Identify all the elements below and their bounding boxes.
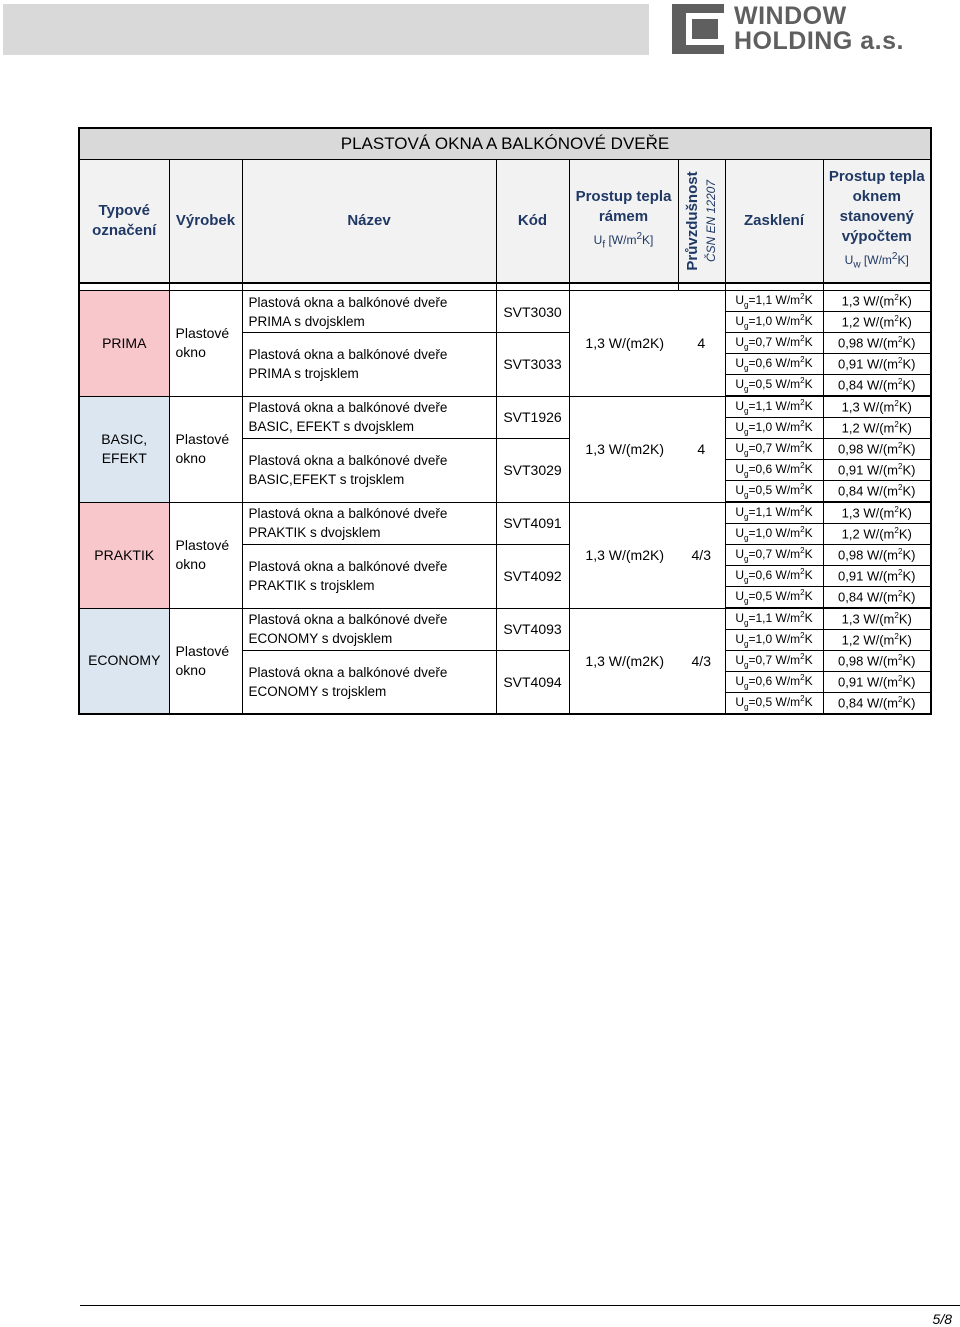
vyrobek-cell: Plastové okno	[169, 502, 242, 608]
typ-cell: ECONOMY	[79, 608, 169, 714]
zaskleni-cell: $U_g=1,0$ $W/m^2K$	[725, 524, 823, 545]
zaskleni-cell: $U_g=1,1$ $W/m^2K$	[725, 608, 823, 630]
nazev-cell	[242, 545, 496, 609]
page-number: 5/8	[932, 1311, 952, 1327]
nazev-cell	[242, 291, 496, 333]
nazev-line2: ECONOMY s dvojsklem	[248, 631, 393, 647]
prostup-oknem-cell: 0,98 $W/(m^2K)$	[823, 651, 931, 672]
company-logo	[672, 4, 942, 56]
col-prostup-oknem-label: Prostup tepla oknem stanovený výpočtem	[828, 167, 925, 245]
kod-cell: SVT4092	[496, 545, 569, 609]
table-row	[79, 502, 931, 524]
vyrobek-cell: Plastové okno	[169, 396, 242, 502]
prostup-oknem-cell: 1,3 $W/(m^2K)$	[823, 291, 931, 312]
table-row	[79, 608, 931, 630]
product-table-container	[78, 127, 932, 715]
zaskleni-cell: $U_g=0,5$ $W/m^2K$	[725, 693, 823, 715]
col-prostup-ramem	[569, 160, 678, 284]
table-row	[79, 396, 931, 418]
prostup-ramem-cell: 1,3 W/(m2K)	[569, 291, 678, 397]
kod-cell: SVT3029	[496, 439, 569, 503]
prostup-oknem-cell: 1,3 $W/(m^2K)$	[823, 396, 931, 418]
prostup-oknem-cell: 1,3 $W/(m^2K)$	[823, 608, 931, 630]
logo-line2: HOLDING a.s.	[734, 27, 904, 55]
col-nazev: Název	[242, 160, 496, 284]
vyrobek-cell: Plastové okno	[169, 608, 242, 714]
prostup-oknem-cell: 0,91 $W/(m^2K)$	[823, 672, 931, 693]
nazev-cell	[242, 396, 496, 439]
prostup-oknem-cell: 0,98 $W/(m^2K)$	[823, 545, 931, 566]
typ-cell: PRAKTIK	[79, 502, 169, 608]
nazev-cell	[242, 439, 496, 503]
nazev-line1: Plastová okna a balkónové dveře	[248, 294, 448, 310]
nazev-line2: PRIMA s dvojsklem	[248, 313, 365, 329]
zaskleni-cell: $U_g=0,6$ $W/m^2K$	[725, 354, 823, 375]
zaskleni-cell: $U_g=1,0$ $W/m^2K$	[725, 418, 823, 439]
nazev-line1: Plastová okna a balkónové dveře	[248, 453, 448, 469]
col-typove: Typové označení	[79, 160, 169, 284]
prostup-oknem-cell: 0,98 $W/(m^2K)$	[823, 439, 931, 460]
nazev-line1: Plastová okna a balkónové dveře	[248, 665, 448, 680]
prostup-oknem-cell: 0,91 $W/(m^2K)$	[823, 354, 931, 375]
zaskleni-cell: $U_g=0,6$ $W/m^2K$	[725, 566, 823, 587]
spacer-cell	[242, 283, 496, 291]
zaskleni-cell: $U_g=1,0$ $W/m^2K$	[725, 312, 823, 333]
kod-cell: SVT4091	[496, 502, 569, 545]
prostup-oknem-cell: 0,91 $W/(m^2K)$	[823, 460, 931, 481]
nazev-line2: PRAKTIK s trojsklem	[248, 578, 375, 594]
col-vyrobek: Výrobek	[169, 160, 242, 284]
nazev-line1: Plastová okna a balkónové dveře	[248, 506, 448, 522]
prostup-ramem-cell: 1,3 W/(m2K)	[569, 608, 678, 714]
footer-line	[80, 1305, 960, 1306]
spacer-cell	[496, 283, 569, 291]
kod-cell: SVT3033	[496, 333, 569, 397]
zaskleni-cell: $U_g=1,1$ $W/m^2K$	[725, 291, 823, 312]
zaskleni-cell: $U_g=1,1$ $W/m^2K$	[725, 396, 823, 418]
prostup-oknem-cell: 0,84 $W/(m^2K)$	[823, 481, 931, 503]
prostup-oknem-cell: 1,2 $W/(m^2K)$	[823, 630, 931, 651]
table-row	[79, 291, 931, 312]
nazev-line2: BASIC, EFEKT s dvojsklem	[248, 419, 415, 435]
spacer-cell	[678, 283, 725, 291]
prostup-oknem-cell: 0,84 $W/(m^2K)$	[823, 587, 931, 609]
nazev-line2: ECONOMY s trojsklem	[248, 684, 387, 699]
kod-cell: SVT1926	[496, 396, 569, 439]
kod-cell: SVT3030	[496, 291, 569, 333]
zaskleni-cell: $U_g=0,7$ $W/m^2K$	[725, 439, 823, 460]
prostup-oknem-cell: 1,3 $W/(m^2K)$	[823, 502, 931, 524]
spacer-cell	[823, 283, 931, 291]
spacer-cell	[79, 283, 169, 291]
header-bar	[3, 4, 649, 55]
zaskleni-cell: $U_g=0,5$ $W/m^2K$	[725, 587, 823, 609]
pruvzdusnost-cell: 4/3	[678, 502, 725, 608]
nazev-cell	[242, 502, 496, 545]
prostup-ramem-cell: 1,3 W/(m2K)	[569, 396, 678, 502]
typ-cell: PRIMA	[79, 291, 169, 397]
col-pruvzdusnost-label: Průvzdušnost	[683, 171, 701, 271]
product-table	[78, 127, 932, 715]
zaskleni-cell: $U_g=0,7$ $W/m^2K$	[725, 545, 823, 566]
pruvzdusnost-cell: 4/3	[678, 608, 725, 714]
col-pruvzdusnost-norm: ČSN EN 12207	[703, 179, 718, 263]
zaskleni-cell: $U_g=0,6$ $W/m^2K$	[725, 672, 823, 693]
prostup-oknem-cell: 1,2 $W/(m^2K)$	[823, 524, 931, 545]
zaskleni-cell: $U_g=0,6$ $W/m^2K$	[725, 460, 823, 481]
col-zaskleni: Zasklení	[725, 160, 823, 284]
prostup-oknem-cell: 0,84 $W/(m^2K)$	[823, 375, 931, 397]
table-header-row	[79, 160, 931, 284]
prostup-oknem-cell: 1,2 $W/(m^2K)$	[823, 418, 931, 439]
col-pruvzdusnost	[678, 160, 725, 284]
col-prostup-oknem-unit: $U_w$ $[W/m^2K]$	[844, 250, 909, 271]
prostup-oknem-cell: 1,2 $W/(m^2K)$	[823, 312, 931, 333]
zaskleni-cell: $U_g=0,5$ $W/m^2K$	[725, 375, 823, 397]
nazev-line2: BASIC,EFEKT s trojsklem	[248, 472, 405, 488]
logo-mark-icon	[672, 4, 724, 54]
kod-cell: SVT4093	[496, 608, 569, 651]
spacer-cell	[569, 283, 678, 291]
prostup-oknem-cell: 0,91 $W/(m^2K)$	[823, 566, 931, 587]
typ-cell: BASIC, EFEKT	[79, 396, 169, 502]
col-prostup-ramem-label: Prostup tepla rámem	[575, 187, 672, 225]
vyrobek-cell: Plastové okno	[169, 291, 242, 397]
zaskleni-cell: $U_g=1,1$ $W/m^2K$	[725, 502, 823, 524]
prostup-oknem-cell: 0,98 $W/(m^2K)$	[823, 333, 931, 354]
zaskleni-cell: $U_g=0,5$ $W/m^2K$	[725, 481, 823, 503]
zaskleni-cell: $U_g=1,0$ $W/m^2K$	[725, 630, 823, 651]
nazev-line1: Plastová okna a balkónové dveře	[248, 612, 448, 628]
table-title: PLASTOVÁ OKNA A BALKÓNOVÉ DVEŘE	[79, 128, 931, 160]
col-kod: Kód	[496, 160, 569, 284]
prostup-ramem-cell: 1,3 W/(m2K)	[569, 502, 678, 608]
nazev-cell	[242, 608, 496, 651]
nazev-line1: Plastová okna a balkónové dveře	[248, 559, 448, 575]
nazev-line1: Plastová okna a balkónové dveře	[248, 347, 448, 363]
logo-line1: WINDOW	[734, 2, 847, 30]
pruvzdusnost-cell: 4	[678, 291, 725, 397]
header-spacer	[79, 283, 931, 291]
spacer-cell	[725, 283, 823, 291]
zaskleni-cell: $U_g=0,7$ $W/m^2K$	[725, 333, 823, 354]
col-prostup-ramem-unit: $U_f$ $[W/m^2K]$	[593, 230, 654, 251]
prostup-oknem-cell: 0,84 $W/(m^2K)$	[823, 693, 931, 715]
nazev-cell	[242, 651, 496, 715]
nazev-cell	[242, 333, 496, 397]
kod-cell: SVT4094	[496, 651, 569, 715]
nazev-line1: Plastová okna a balkónové dveře	[248, 400, 448, 416]
nazev-line2: PRAKTIK s dvojsklem	[248, 525, 381, 541]
spacer-cell	[169, 283, 242, 291]
zaskleni-cell: $U_g=0,7$ $W/m^2K$	[725, 651, 823, 672]
col-prostup-oknem	[823, 160, 931, 284]
nazev-line2: PRIMA s trojsklem	[248, 366, 359, 382]
pruvzdusnost-cell: 4	[678, 396, 725, 502]
